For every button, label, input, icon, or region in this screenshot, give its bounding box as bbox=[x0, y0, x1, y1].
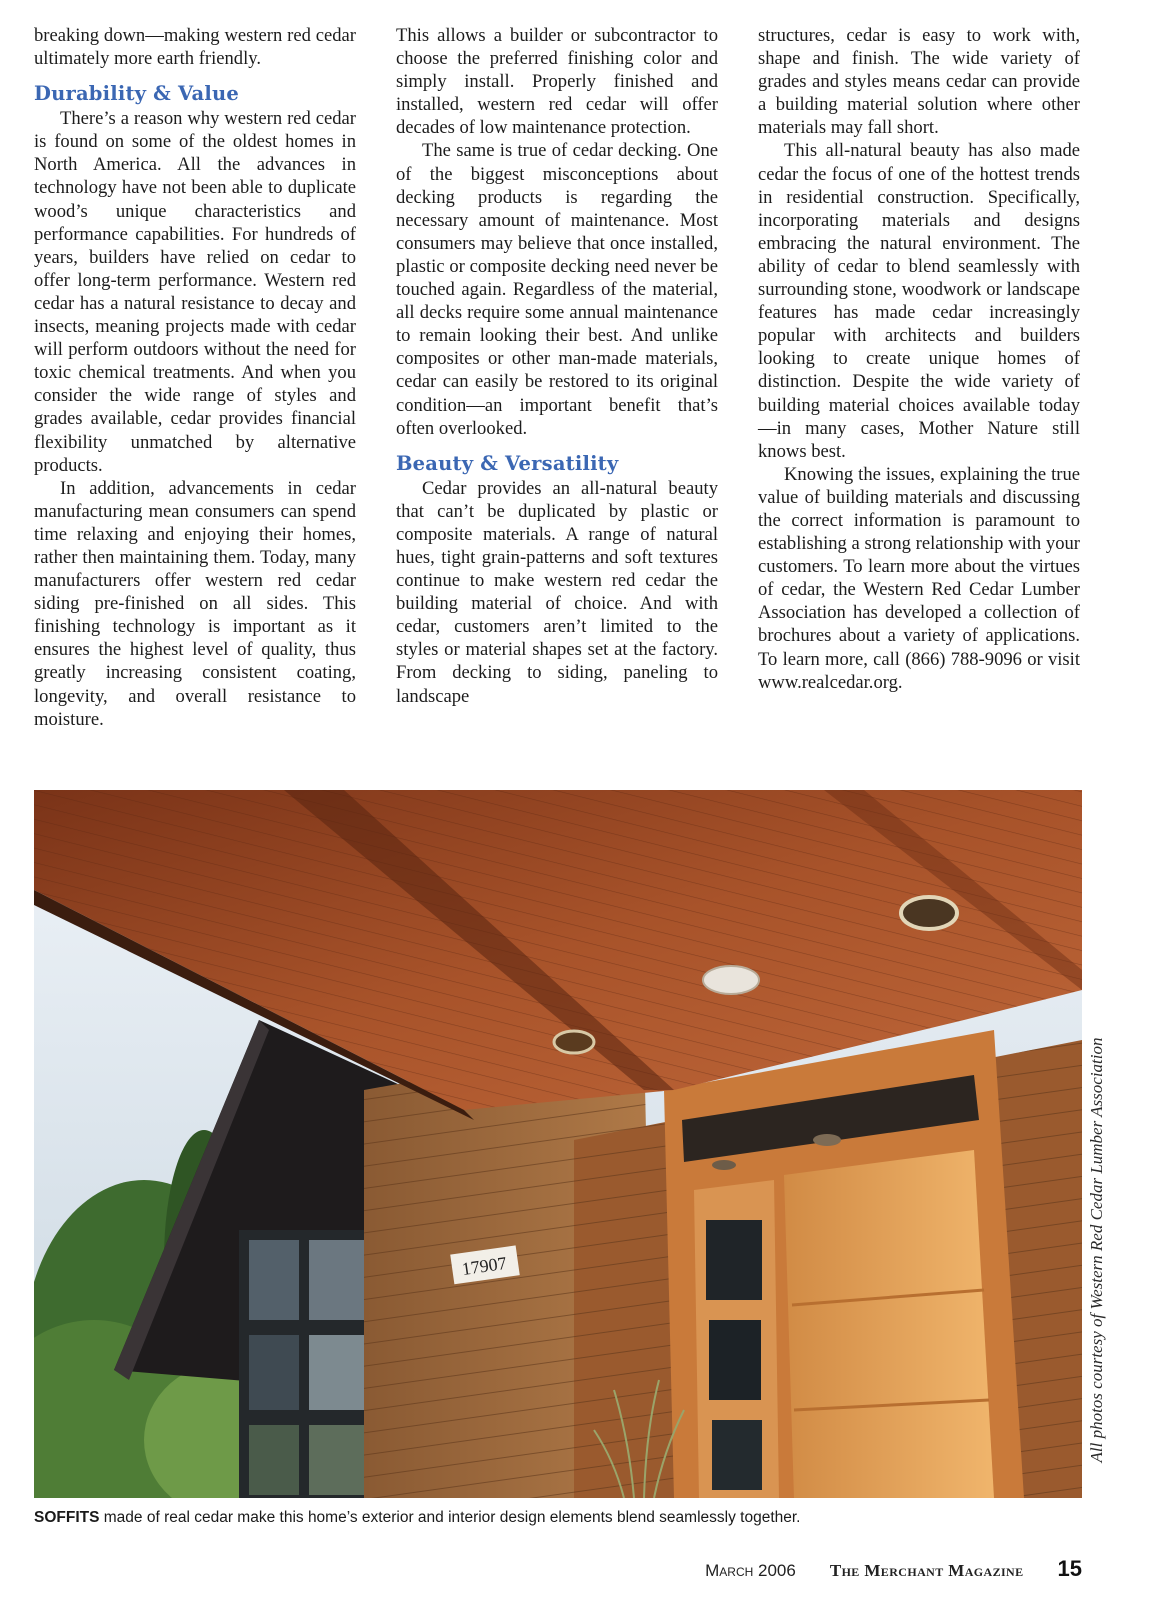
col3-paragraph-1: structures, cedar is easy to work with, shape and finish. The wide variety of grades and styles means cedar can provide a building material solution where other materials may fall short. bbox=[758, 25, 1080, 139]
house-number: 17907 bbox=[460, 1252, 508, 1280]
heading-beauty-versatility: Beauty & Versatility bbox=[396, 451, 619, 475]
recessed-light bbox=[703, 966, 759, 994]
col1-paragraph-1: breaking down—making western red cedar ultimately more earth friendly. bbox=[34, 25, 356, 70]
heading-durability-value: Durability & Value bbox=[34, 82, 239, 106]
column-3 bbox=[758, 24, 1080, 694]
recessed-light bbox=[901, 897, 957, 929]
photo-caption bbox=[34, 1509, 1094, 1527]
page-footer bbox=[0, 1556, 1082, 1586]
recessed-light bbox=[813, 1134, 841, 1146]
col3-paragraph-2: This all-natural beauty has also made cedar the focus of one of the hottest trends in residential construction. Specifically, incorporating materials and designs embracing the natural environment. The ability of cedar to blend seamlessly with surrounding stone, woodwork or landscape features has made cedar increasingly popular with architects and builders looking to create unique homes of distinction. Despite the wide variety of building material choices available today—in many cases, Mother Nature still knows best. bbox=[758, 140, 1080, 462]
col1-paragraph-2: There’s a reason why western red cedar is found on some of the oldest homes in North America. All the advances in technology have not been able to duplicate wood’s unique characteristics and performance capabilities. For hundreds of years, builders have relied on cedar to offer long-term performance. Western red cedar has a natural resistance to decay and insects, meaning projects made with cedar will perform outdoors without the need for toxic chemical treatments. And when you consider the wide range of styles and grades available, cedar provides financial flexibility unmatched by alternative products. bbox=[34, 108, 356, 476]
caption-text: made of real cedar make this home’s exterior and interior design elements blend seamlessly together. bbox=[99, 1509, 801, 1526]
recessed-light bbox=[712, 1160, 736, 1170]
caption-lead: SOFFITS bbox=[34, 1509, 100, 1526]
issue-date: March 2006 bbox=[705, 1561, 796, 1580]
column-1 bbox=[34, 24, 356, 731]
magazine-name: The Merchant Magazine bbox=[829, 1561, 1024, 1580]
col2-paragraph-3: Cedar provides an all-natural beauty that can’t be duplicated by plastic or composite materials. A range of natural hues, tight grain-patterns and soft textures continue to make western red cedar the building material of choice. And with cedar, customers aren’t limited to the styles or material shapes set at the factory. From decking to siding, paneling to landscape bbox=[396, 477, 718, 707]
recessed-light bbox=[554, 1031, 594, 1053]
col2-paragraph-1: This allows a builder or subcontractor to choose the preferred finishing color and simply install. Properly finished and installed, western red cedar will offer decades of low maintenance protection. bbox=[396, 25, 718, 139]
col1-paragraph-3: In addition, advancements in cedar manufacturing mean consumers can spend time relaxing and enjoying their homes, rather then maintaining them. Today, many manufacturers offer western red cedar siding pre-finished on all sides. This finishing technology is important as it ensures the highest level of quality, thus greatly increasing consistent coating, longevity, and overall resistance to moisture. bbox=[34, 477, 356, 730]
column-2 bbox=[396, 24, 718, 708]
page-number: 15 bbox=[1057, 1556, 1082, 1581]
photo-credit: All photos courtesy of Western Red Cedar Lumber Association bbox=[1087, 1037, 1106, 1463]
cedar-soffit-photo bbox=[34, 790, 1082, 1498]
col3-paragraph-3: Knowing the issues, explaining the true value of building materials and discussing the correct information is paramount to establishing a strong relationship with your customers. To learn more about the virtues of cedar, the Western Red Cedar Lumber Association has developed a collection of brochures about a variety of applications. To learn more, call (866) 788-9096 or visit www.realcedar.org. bbox=[758, 463, 1080, 693]
col2-paragraph-2: The same is true of cedar decking. One of the biggest misconceptions about decking products is regarding the necessary amount of maintenance. Most consumers may believe that once installed, plastic or composite decking need never be touched again. Regardless of the material, all decks require some annual maintenance to remain looking their best. And unlike composites or other man-made materials, cedar can easily be restored to its original condition—an important benefit that’s often overlooked. bbox=[396, 140, 718, 439]
